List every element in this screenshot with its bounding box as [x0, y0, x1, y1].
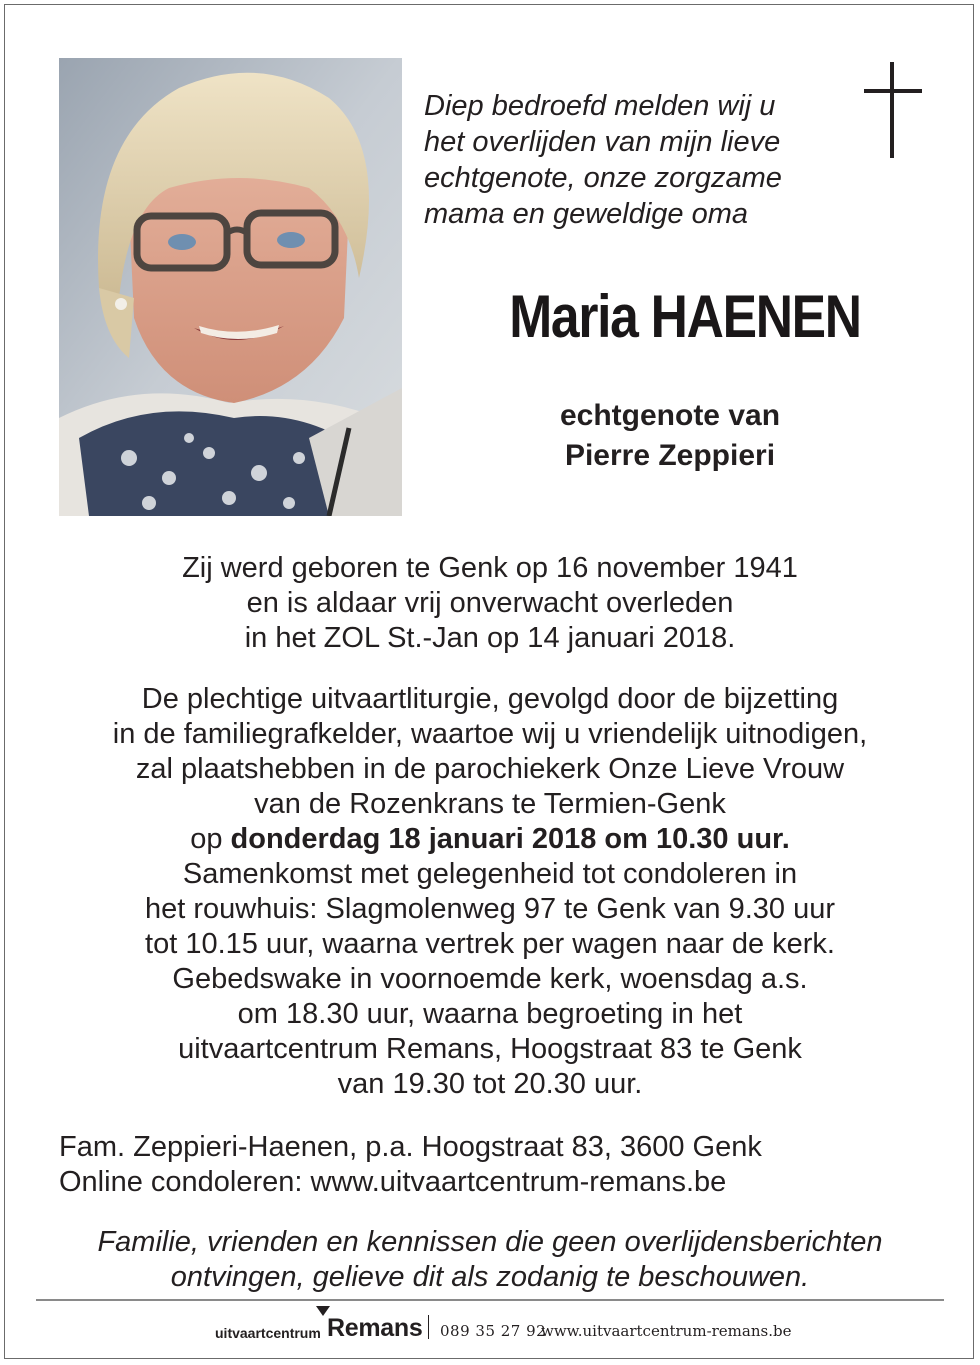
- paragraph-line: het rouwhuis: Slagmolenweg 97 te Genk van 9.30 uur: [145, 893, 835, 925]
- paragraph-line: van 19.30 tot 20.30 uur.: [337, 1068, 643, 1100]
- paragraph-line: in het ZOL St.-Jan op 14 januari 2018.: [244, 622, 736, 654]
- deceased-name: Maria HAENEN: [509, 283, 861, 350]
- date-prefix: op: [190, 823, 223, 855]
- intro-text: [424, 88, 844, 232]
- funeral-paragraph: [40, 682, 940, 1102]
- intro-line: echtgenote, onze zorgzame: [424, 162, 782, 194]
- online-condolence: Online condoleren: www.uitvaartcentrum-remans.be: [59, 1166, 727, 1198]
- paragraph-line: in de familiegrafkelder, waartoe wij u vriendelijk uitnodigen,: [112, 718, 868, 750]
- family-address: Fam. Zeppieri-Haenen, p.a. Hoogstraat 83, 3600 Genk: [59, 1131, 762, 1163]
- paragraph-line: om 18.30 uur, waarna begroeting in het: [237, 998, 743, 1030]
- paragraph-line: van de Rozenkrans te Termien-Genk: [254, 788, 726, 820]
- paragraph-line: Zij werd geboren te Genk op 16 november 1941: [182, 552, 798, 584]
- paragraph-line: De plechtige uitvaartliturgie, gevolgd door de bijzetting: [141, 683, 839, 715]
- spouse-info: [470, 396, 870, 476]
- footer-phone: 089 35 27 92: [440, 1322, 547, 1340]
- footer-separator: [428, 1315, 429, 1339]
- notice-line: Familie, vrienden en kennissen die geen overlijdensberichten: [97, 1226, 883, 1258]
- intro-line: het overlijden van mijn lieve: [424, 126, 781, 158]
- paragraph-line: Samenkomst met gelegenheid tot condoleren in: [182, 858, 798, 890]
- paragraph-line: Gebedswake in voornoemde kerk, woensdag a.s.: [172, 963, 808, 995]
- spouse-relation: echtgenote van: [559, 399, 781, 432]
- footer-website[interactable]: www.uitvaartcentrum-remans.be: [541, 1322, 792, 1340]
- footer-divider: [36, 1299, 944, 1301]
- paragraph-line: tot 10.15 uur, waarna vertrek per wagen naar de kerk.: [145, 928, 835, 960]
- notice-line: ontvingen, gelieve dit als zodanig te beschouwen.: [170, 1261, 810, 1293]
- paragraph-line: en is aldaar vrij onverwacht overleden: [246, 587, 734, 619]
- portrait-photo: [59, 58, 402, 516]
- contact-block: [59, 1130, 762, 1200]
- intro-line: Diep bedroefd melden wij u: [424, 90, 776, 122]
- brand-prefix: uitvaartcentrum: [215, 1325, 321, 1341]
- notice-text: [40, 1225, 940, 1295]
- spouse-name: Pierre Zeppieri: [564, 439, 776, 472]
- footer: [0, 1305, 980, 1345]
- paragraph-line: zal plaatshebben in de parochiekerk Onze Lieve Vrouw: [135, 753, 845, 785]
- birth-death-paragraph: [40, 551, 940, 656]
- cross-icon: [864, 62, 922, 158]
- brand-name: Remans: [327, 1314, 423, 1342]
- intro-line: mama en geweldige oma: [424, 198, 749, 230]
- paragraph-line: uitvaartcentrum Remans, Hoogstraat 83 te Genk: [178, 1033, 802, 1065]
- funeral-date: donderdag 18 januari 2018 om 10.30 uur.: [230, 823, 790, 855]
- funeral-date-line: [40, 822, 940, 857]
